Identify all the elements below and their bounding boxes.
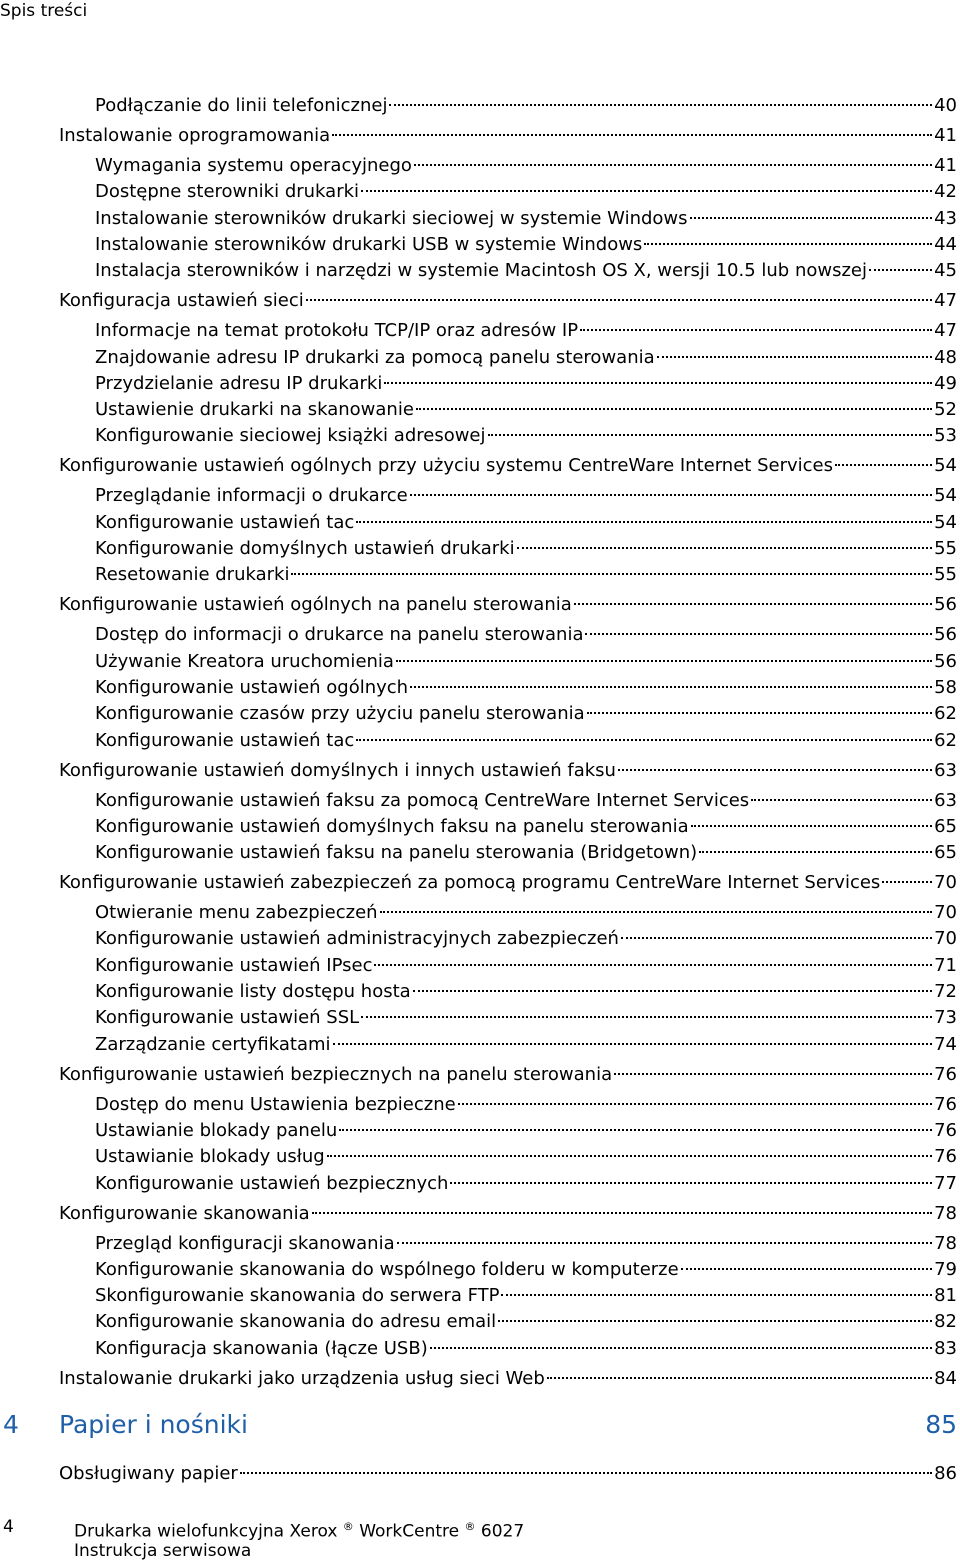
toc-entry-page: 47 <box>934 290 957 312</box>
toc-entry-page: 40 <box>934 95 957 116</box>
toc-leader-dots <box>450 1182 932 1184</box>
toc-leader-dots <box>869 269 932 271</box>
toc-leader-dots <box>488 434 933 436</box>
toc-entry-title: Przeglądanie informacji o drukarce <box>95 485 408 507</box>
toc-leader-dots <box>458 1103 932 1105</box>
toc-entry[interactable] <box>95 841 957 865</box>
toc-entry-title: Konfiguracja skanowania (łącze USB) <box>95 1337 428 1359</box>
toc-entry-page: 55 <box>934 538 957 559</box>
toc-leader-dots <box>333 1043 933 1045</box>
toc-entry-page: 45 <box>934 260 957 282</box>
toc-entry[interactable] <box>95 980 957 1004</box>
chapter-page: 85 <box>925 1410 957 1439</box>
toc-leader-dots <box>614 1073 932 1075</box>
toc-entry-title: Konfiguracja ustawień sieci <box>59 290 304 312</box>
toc-entry-title: Obsługiwany papier <box>59 1463 238 1484</box>
toc-entry-page: 42 <box>934 181 957 203</box>
toc-entry[interactable] <box>95 789 957 813</box>
toc-entry-title: Konfigurowanie skanowania <box>59 1202 310 1224</box>
toc-entry[interactable] <box>59 759 957 783</box>
toc-entry-page: 52 <box>934 399 957 421</box>
toc-entry[interactable] <box>95 623 957 647</box>
toc-entry-page: 41 <box>934 125 957 146</box>
toc-entry-page: 44 <box>934 233 957 255</box>
toc-leader-dots <box>410 494 932 496</box>
toc-leader-dots <box>574 603 932 605</box>
toc-entry[interactable] <box>95 1310 957 1334</box>
toc-entry-page: 58 <box>934 676 957 698</box>
chapter-number: 4 <box>3 1410 19 1439</box>
toc-entry-title: Ustawianie blokady usług <box>95 1146 325 1168</box>
toc-leader-dots <box>430 1347 932 1349</box>
toc-entry-page: 71 <box>934 954 957 976</box>
toc-entry-page: 76 <box>934 1093 957 1115</box>
toc-entry-page: 70 <box>934 872 957 894</box>
toc-entry-title: Zarządzanie certyfikatami <box>95 1033 331 1055</box>
toc-entry-title: Przydzielanie adresu IP drukarki <box>95 372 383 394</box>
toc-entry-page: 65 <box>934 815 957 837</box>
toc-entry[interactable] <box>59 289 957 313</box>
toc-entry[interactable] <box>95 702 957 726</box>
toc-entry-title: Dostęp do informacji o drukarce na panelu sterowania <box>95 624 584 646</box>
toc-entry-title: Dostępne sterowniki drukarki <box>95 181 360 203</box>
toc-entry[interactable] <box>95 319 957 343</box>
toc-leader-dots <box>517 547 933 549</box>
toc-entry-page: 54 <box>934 485 957 507</box>
toc-entry[interactable] <box>95 927 957 951</box>
toc-entry-title: Skonfigurowanie skanowania do serwera FTP <box>95 1285 500 1307</box>
toc-entry-page: 63 <box>934 759 957 781</box>
toc-entry-page: 76 <box>934 1119 957 1141</box>
toc-leader-dots <box>580 329 932 331</box>
toc-leader-dots <box>699 851 932 853</box>
toc-entry[interactable] <box>59 124 957 148</box>
toc-leader-dots <box>501 1294 932 1296</box>
toc-entry-title: Konfigurowanie ustawień administracyjnych zabezpieczeń <box>95 928 619 950</box>
toc-entry-title: Ustawienie drukarki na skanowanie <box>95 399 414 421</box>
toc-entry-title: Konfigurowanie ustawień SSL <box>95 1007 360 1029</box>
toc-leader-dots <box>356 521 932 523</box>
toc-entry[interactable] <box>59 1462 957 1486</box>
toc-entry-title: Konfigurowanie ustawień IPsec <box>95 954 373 976</box>
running-header <box>0 0 87 22</box>
toc-leader-dots <box>380 911 933 913</box>
toc-entry-title: Informacje na temat protokołu TCP/IP oraz adresów IP <box>95 320 579 342</box>
toc-leader-dots <box>327 1155 932 1157</box>
toc-entry-page: 53 <box>934 425 957 447</box>
toc-leader-dots <box>585 633 932 635</box>
toc-entry-page: 56 <box>934 594 957 616</box>
toc-entry[interactable] <box>95 154 957 178</box>
toc-entry-title: Konfigurowanie skanowania do wspólnego folderu w komputerze <box>95 1258 679 1280</box>
toc-entry-title: Instalowanie sterowników drukarki sieciowej w systemie Windows <box>95 207 688 229</box>
toc-entry[interactable] <box>95 1258 957 1282</box>
toc-leader-dots <box>644 243 932 245</box>
toc-entry[interactable] <box>95 537 957 561</box>
toc-entry-page: 83 <box>934 1337 957 1359</box>
toc-entry-title: Konfigurowanie listy dostępu hosta <box>95 981 411 1002</box>
header-title: Spis treści <box>0 1 88 21</box>
toc-entry[interactable] <box>95 954 957 978</box>
toc-entry[interactable] <box>95 511 957 535</box>
toc-leader-dots <box>681 1268 932 1270</box>
toc-leader-dots <box>410 686 932 688</box>
toc-entry-page: 54 <box>934 511 957 533</box>
toc-entry-title: Konfigurowanie ustawień ogólnych <box>95 676 409 698</box>
toc-leader-dots <box>882 881 932 883</box>
toc-entry-title: Konfigurowanie ustawień tac <box>95 511 355 533</box>
toc-entry-page: 43 <box>934 207 957 229</box>
toc-entry[interactable] <box>95 676 957 700</box>
toc-leader-dots <box>835 464 932 466</box>
toc-leader-dots <box>691 825 932 827</box>
toc-leader-dots <box>396 660 932 662</box>
toc-entry-title: Konfigurowanie ustawień faksu za pomocą CentreWare Internet Services <box>95 789 750 811</box>
toc-leader-dots <box>547 1377 932 1379</box>
toc-entry-page: 72 <box>934 981 957 1002</box>
toc-entry[interactable] <box>95 180 957 204</box>
toc-entry[interactable] <box>59 454 957 478</box>
toc-entry-page: 77 <box>934 1172 957 1194</box>
toc-entry-title: Otwieranie menu zabezpieczeń <box>95 902 378 924</box>
toc-entry-page: 56 <box>934 650 957 672</box>
toc-leader-dots <box>389 104 932 106</box>
toc-entry-title: Konfigurowanie sieciowej książki adresowej <box>95 425 486 447</box>
footer-page-number: 4 <box>3 1517 14 1537</box>
toc-entry[interactable] <box>95 729 957 753</box>
toc-entry-page: 55 <box>934 564 957 586</box>
toc-entry-page: 62 <box>934 703 957 725</box>
toc-entry-page: 48 <box>934 346 957 368</box>
toc-leader-dots <box>339 1129 932 1131</box>
toc-leader-dots <box>397 1242 932 1244</box>
toc-entry-title: Dostęp do menu Ustawienia bezpieczne <box>95 1093 456 1115</box>
toc-entry[interactable] <box>95 815 957 839</box>
toc-entry[interactable] <box>59 1063 957 1087</box>
toc-entry[interactable] <box>59 1202 957 1226</box>
toc-leader-dots <box>621 937 932 939</box>
toc-leader-dots <box>657 356 932 358</box>
toc-leader-dots <box>751 799 932 801</box>
toc-entry-title: Instalowanie oprogramowania <box>59 125 331 146</box>
toc-entry[interactable] <box>95 1145 957 1169</box>
toc-entry-page: 63 <box>934 789 957 811</box>
toc-entry[interactable] <box>95 1337 957 1361</box>
toc-entry[interactable] <box>95 1006 957 1030</box>
toc-entry-page: 74 <box>934 1033 957 1055</box>
toc-entry[interactable] <box>95 207 957 231</box>
toc-entry-page: 49 <box>934 372 957 394</box>
toc-leader-dots <box>384 382 932 384</box>
toc-entry-title: Konfigurowanie domyślnych ustawień drukarki <box>95 538 515 559</box>
toc-entry[interactable] <box>95 1119 957 1143</box>
toc-entry-page: 73 <box>934 1007 957 1029</box>
toc-leader-dots <box>240 1472 932 1474</box>
toc-entry-title: Używanie Kreatora uruchomienia <box>95 650 394 672</box>
toc-entry-page: 84 <box>934 1367 957 1389</box>
toc-entry-page: 62 <box>934 729 957 751</box>
toc-entry-page: 54 <box>934 455 957 477</box>
toc-entry-title: Konfigurowanie ustawień domyślnych i innych ustawień faksu <box>59 759 616 781</box>
toc-entry[interactable] <box>59 1367 957 1391</box>
toc-entry[interactable] <box>95 259 957 283</box>
toc-entry-title: Konfigurowanie ustawień zabezpieczeń za pomocą programu CentreWare Internet Services <box>59 872 881 894</box>
toc-leader-dots <box>416 408 932 410</box>
toc-entry[interactable] <box>95 1033 957 1057</box>
toc-entry-page: 70 <box>934 902 957 924</box>
toc-entry-title: Instalowanie sterowników drukarki USB w systemie Windows <box>95 233 643 255</box>
toc-leader-dots <box>414 164 932 166</box>
toc-entry-title: Resetowanie drukarki <box>95 564 290 586</box>
toc-entry-title: Podłączanie do linii telefonicznej <box>95 95 388 116</box>
toc-entry[interactable] <box>95 901 957 925</box>
toc-entry-page: 78 <box>934 1232 957 1254</box>
toc-entry[interactable] <box>95 372 957 396</box>
toc-entry-page: 81 <box>934 1285 957 1307</box>
toc-entry[interactable] <box>95 563 957 587</box>
toc-leader-dots <box>306 299 932 301</box>
toc-entry[interactable] <box>95 650 957 674</box>
toc-leader-dots <box>361 190 932 192</box>
toc-entry-title: Instalowanie drukarki jako urządzenia usług sieci Web <box>59 1367 545 1389</box>
toc-entry-title: Przegląd konfiguracji skanowania <box>95 1232 395 1254</box>
toc-entry[interactable] <box>95 1093 957 1117</box>
toc-entry[interactable] <box>95 1232 957 1256</box>
toc-entry[interactable] <box>59 871 957 895</box>
toc-entry[interactable] <box>95 398 957 422</box>
toc-entry-page: 82 <box>934 1311 957 1333</box>
toc-entry-title: Konfigurowanie ustawień faksu na panelu sterowania (Bridgetown) <box>95 842 698 864</box>
toc-entry[interactable] <box>95 94 957 118</box>
toc-entry-page: 47 <box>934 320 957 342</box>
toc-leader-dots <box>587 712 932 714</box>
toc-entry-title: Konfigurowanie ustawień ogólnych na panelu sterowania <box>59 594 572 616</box>
toc-entry[interactable] <box>59 593 957 617</box>
toc-leader-dots <box>690 217 933 219</box>
toc-entry-page: 76 <box>934 1063 957 1085</box>
toc-entry-page: 76 <box>934 1146 957 1168</box>
toc-entry-title: Konfigurowanie skanowania do adresu email <box>95 1311 497 1333</box>
toc-entry-title: Konfigurowanie ustawień domyślnych faksu na panelu sterowania <box>95 815 689 837</box>
toc-entry-page: 41 <box>934 155 957 176</box>
footer-product: Drukarka wielofunkcyjna Xerox ® WorkCentre ® 6027 <box>74 1520 525 1542</box>
toc-entry[interactable] <box>95 1172 957 1196</box>
toc-leader-dots <box>361 1016 932 1018</box>
toc-entry-page: 56 <box>934 624 957 646</box>
toc-leader-dots <box>618 769 932 771</box>
toc-entry[interactable] <box>95 233 957 257</box>
toc-entry-title: Wymagania systemu operacyjnego <box>95 155 412 176</box>
toc-leader-dots <box>332 134 932 136</box>
toc-entry-title: Konfigurowanie ustawień tac <box>95 729 355 751</box>
toc-entry-title: Ustawianie blokady panelu <box>95 1119 338 1141</box>
toc-entry-page: 70 <box>934 928 957 950</box>
toc-entry-title: Instalacja sterowników i narzędzi w systemie Macintosh OS X, wersji 10.5 lub nowszej <box>95 260 867 282</box>
toc-entry-page: 79 <box>934 1258 957 1280</box>
toc-entry-title: Konfigurowanie ustawień bezpiecznych <box>95 1172 449 1194</box>
toc-entry[interactable] <box>95 484 957 508</box>
toc-entry-title: Konfigurowanie ustawień ogólnych przy użyciu systemu CentreWare Internet Services <box>59 455 833 477</box>
toc-leader-dots <box>291 573 932 575</box>
toc-entry[interactable] <box>95 1284 957 1308</box>
toc-entry-page: 65 <box>934 842 957 864</box>
footer-subtitle: Instrukcja serwisowa <box>74 1541 252 1561</box>
toc-leader-dots <box>374 964 932 966</box>
toc-leader-dots <box>312 1212 932 1214</box>
toc-entry-title: Znajdowanie adresu IP drukarki za pomocą panelu sterowania <box>95 346 655 368</box>
toc-entry[interactable] <box>95 424 957 448</box>
toc-entry-page: 78 <box>934 1202 957 1224</box>
toc-entry-title: Konfigurowanie czasów przy użyciu panelu sterowania <box>95 703 585 725</box>
toc-leader-dots <box>413 990 932 992</box>
toc-entry-title: Konfigurowanie ustawień bezpiecznych na panelu sterowania <box>59 1063 613 1085</box>
toc-leader-dots <box>498 1320 932 1322</box>
toc-entry[interactable] <box>95 346 957 370</box>
toc-entry-page: 86 <box>934 1463 957 1484</box>
chapter-title: Papier i nośniki <box>59 1410 248 1439</box>
toc-leader-dots <box>356 739 932 741</box>
